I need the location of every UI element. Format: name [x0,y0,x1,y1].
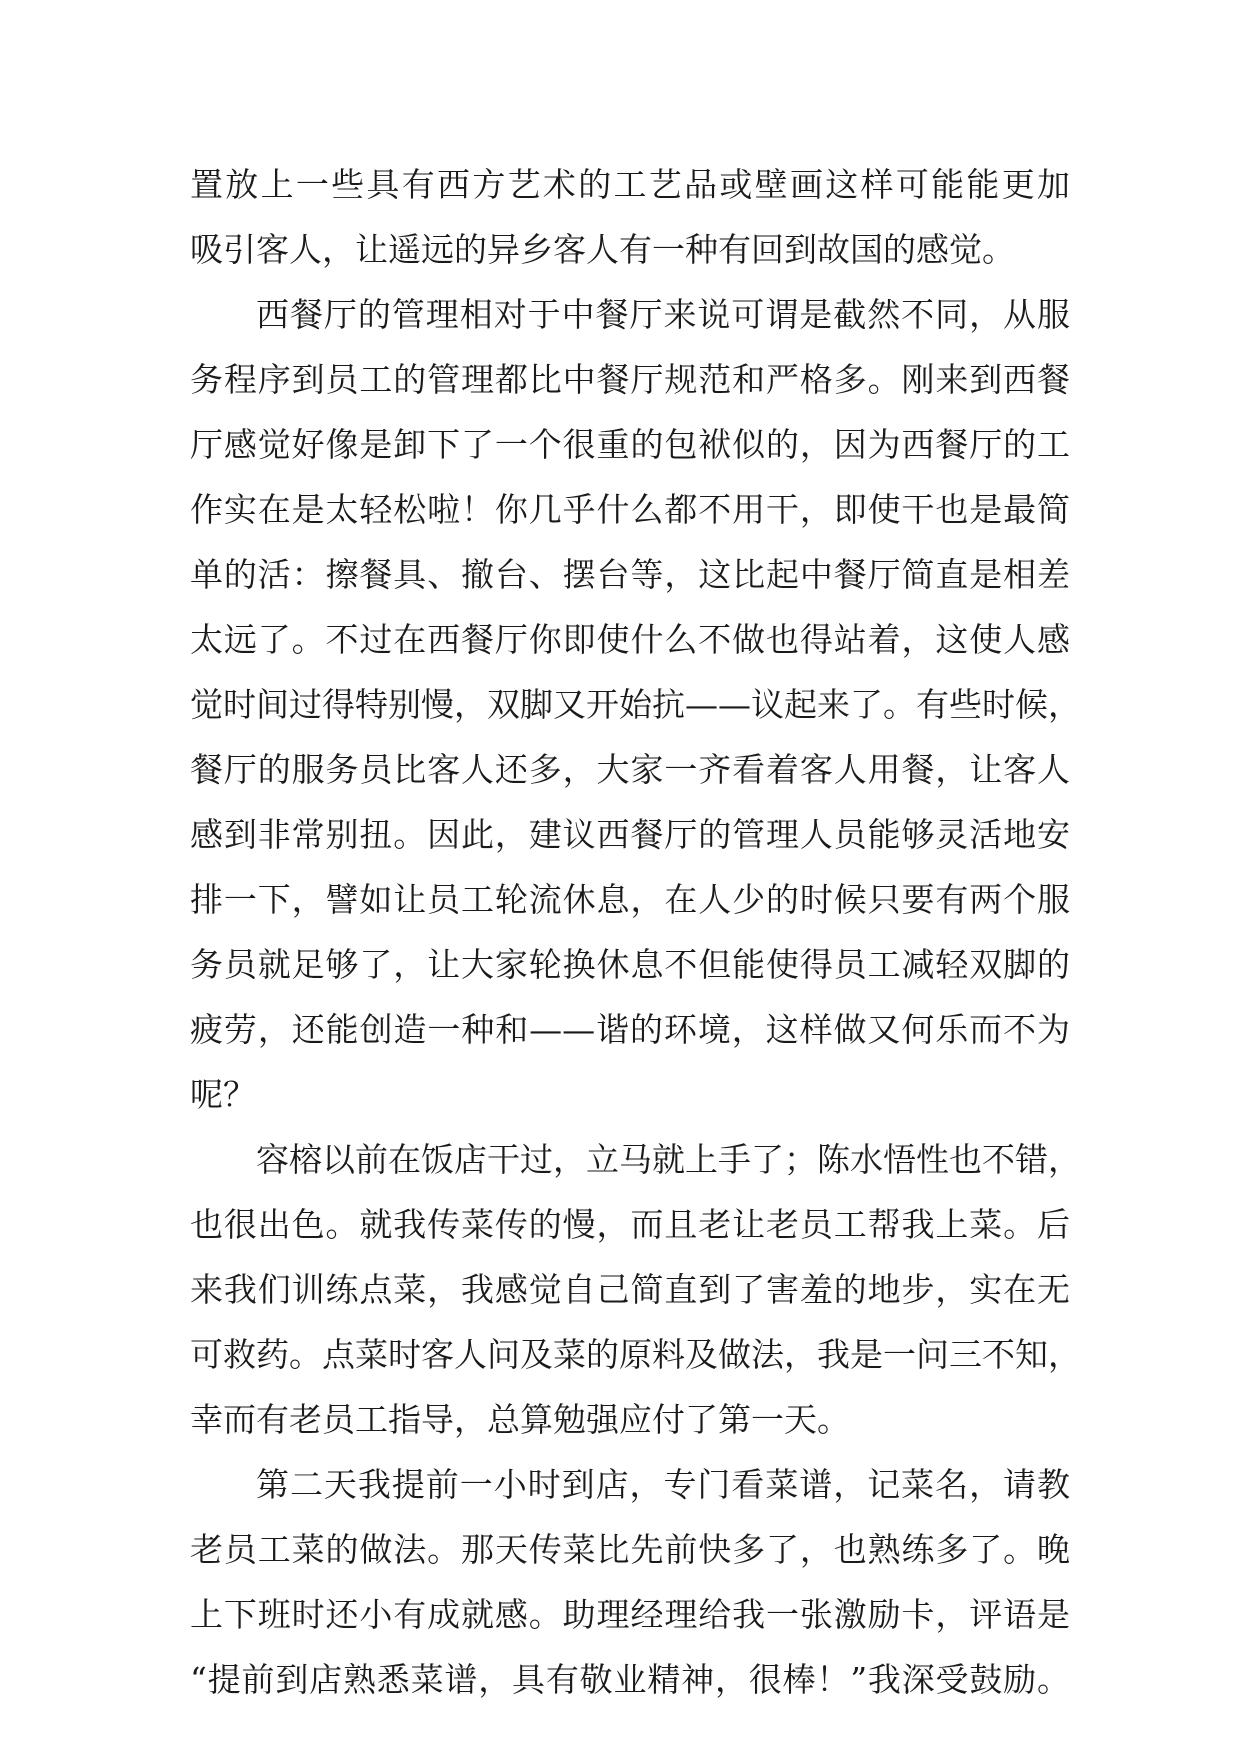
text-line: 太远了。不过在西餐厅你即使什么不做也得站着，这使人感 [190,620,1070,659]
text-line: 感到非常别扭。因此，建议西餐厅的管理人员能够灵活地安 [190,815,1070,854]
text-line: 吸引客人，让遥远的异乡客人有一种有回到故国的感觉。 [190,230,1015,269]
text-line: 来我们训练点菜，我感觉自己简直到了害羞的地步，实在无 [190,1270,1070,1309]
text-line: 务程序到员工的管理都比中餐厅规范和严格多。刚来到西餐 [190,360,1070,399]
text-line: 务员就足够了，让大家轮换休息不但能使得员工减轻双脚的 [190,945,1070,984]
text-line: 置放上一些具有西方艺术的工艺品或壁画这样可能能更加 [190,165,1070,204]
text-line: 排一下，譬如让员工轮流休息，在人少的时候只要有两个服 [190,880,1070,919]
text-line: 幸而有老员工指导，总算勉强应付了第一天。 [190,1400,850,1439]
text-line: “提前到店熟悉菜谱，具有敬业精神，很棒！”我深受鼓励。 [190,1660,1070,1699]
paragraph-first-line: 容榕以前在饭店干过，立马就上手了；陈水悟性也不错， [256,1140,1081,1179]
text-line: 餐厅的服务员比客人还多，大家一齐看着客人用餐，让客人 [190,750,1070,789]
text-line: 也很出色。就我传菜传的慢，而且老让老员工帮我上菜。后 [190,1205,1070,1244]
paragraph-first-line: 西餐厅的管理相对于中餐厅来说可谓是截然不同，从服 [256,295,1070,334]
text-line: 可救药。点菜时客人问及菜的原料及做法，我是一问三不知， [190,1335,1081,1374]
text-line: 疲劳，还能创造一种和——谐的环境，这样做又何乐而不为 [190,1010,1070,1049]
text-line: 上下班时还小有成就感。助理经理给我一张激励卡，评语是 [190,1595,1070,1634]
text-line: 老员工菜的做法。那天传菜比先前快多了，也熟练多了。晚 [190,1530,1070,1569]
text-line: 单的活：擦餐具、撤台、摆台等，这比起中餐厅简直是相差 [190,555,1070,594]
paragraph-first-line: 第二天我提前一小时到店，专门看菜谱，记菜名，请教 [256,1465,1070,1504]
text-line: 厅感觉好像是卸下了一个很重的包袱似的，因为西餐厅的工 [190,425,1070,464]
text-line: 呢？ [190,1075,256,1114]
text-line: 作实在是太轻松啦！你几乎什么都不用干，即使干也是最简 [190,490,1070,529]
body-text [190,152,1081,1712]
text-line: 觉时间过得特别慢，双脚又开始抗——议起来了。有些时候， [190,685,1081,724]
